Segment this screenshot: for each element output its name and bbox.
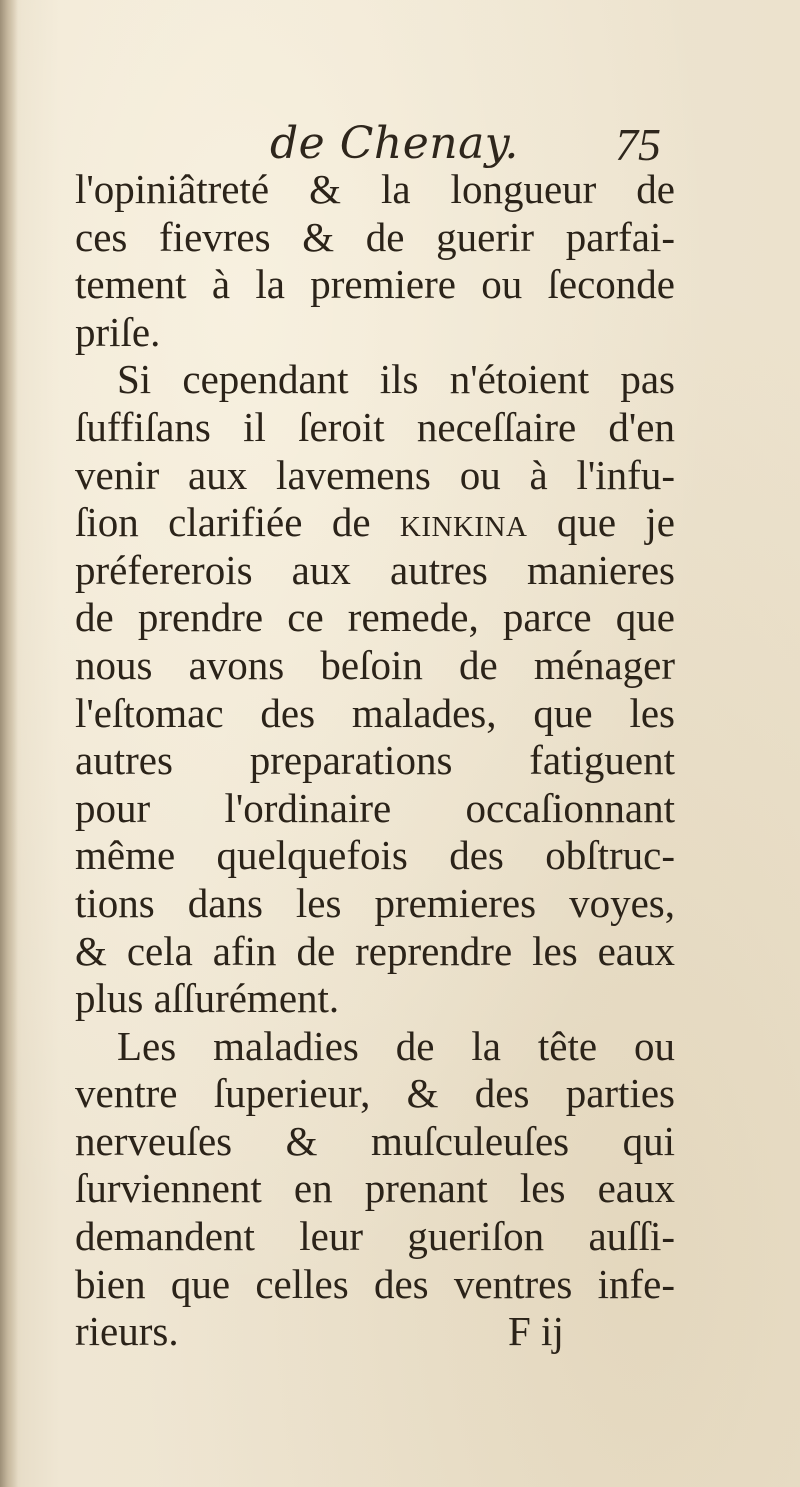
text-line: autres preparations fatiguent xyxy=(75,737,675,784)
kinkina-term: kinkina xyxy=(399,499,528,546)
text-line: ſurviennent en prenant les eaux xyxy=(75,1165,675,1212)
page-number: 75 xyxy=(615,119,661,170)
text-line: préfererois aux autres manieres xyxy=(75,546,675,593)
text-line: ventre ſuperieur, & des parties xyxy=(75,1070,675,1117)
text-line: de prendre ce remede, parce que xyxy=(75,594,675,641)
text-line: même quelquefois des obſtruc- xyxy=(75,832,675,879)
text-line: l'eſtomac des malades, que les xyxy=(75,689,675,736)
text-line: ſuffiſans il ſeroit neceſſaire d'en xyxy=(75,403,675,450)
text-line: demandent leur gueriſon auſſi- xyxy=(75,1213,675,1260)
text-line: plus aſſurément. xyxy=(75,975,340,1022)
text-line: pour l'ordinaire occaſionnant xyxy=(75,784,675,831)
text-line: ces fievres & de guerir parfai- xyxy=(75,213,675,260)
text-line: venir aux lavemens ou à l'infu- xyxy=(75,451,675,498)
binding-gutter xyxy=(0,0,18,1487)
text-line: nous avons beſoin de ménager xyxy=(75,641,675,688)
text-line: l'opiniâtreté & la longueur de xyxy=(75,166,675,212)
body-text xyxy=(75,166,675,1356)
text-line: tions dans les premieres voyes, xyxy=(75,879,675,926)
text-line: tement à la premiere ou ſeconde xyxy=(75,261,675,308)
text-fragment: rieurs. xyxy=(75,1308,179,1355)
text-fragment: ſion clarifiée de xyxy=(75,499,400,546)
running-title: de Chenay. xyxy=(270,118,519,169)
text-fragment: que je xyxy=(527,499,675,546)
text-line xyxy=(75,499,675,547)
text-line: & cela afin de reprendre les eaux xyxy=(75,927,675,974)
paragraph-start-line: Les maladies de la tête ou xyxy=(117,1022,675,1069)
paragraph-start-line: Si cependant ils n'étoient pas xyxy=(117,356,675,403)
text-line: bien que celles des ventres infe- xyxy=(75,1260,675,1307)
text-line-final xyxy=(75,1308,675,1356)
text-line: priſe. xyxy=(75,308,161,355)
signature-mark: F ij xyxy=(508,1308,564,1355)
text-line: nerveuſes & muſculeuſes qui xyxy=(75,1117,675,1164)
